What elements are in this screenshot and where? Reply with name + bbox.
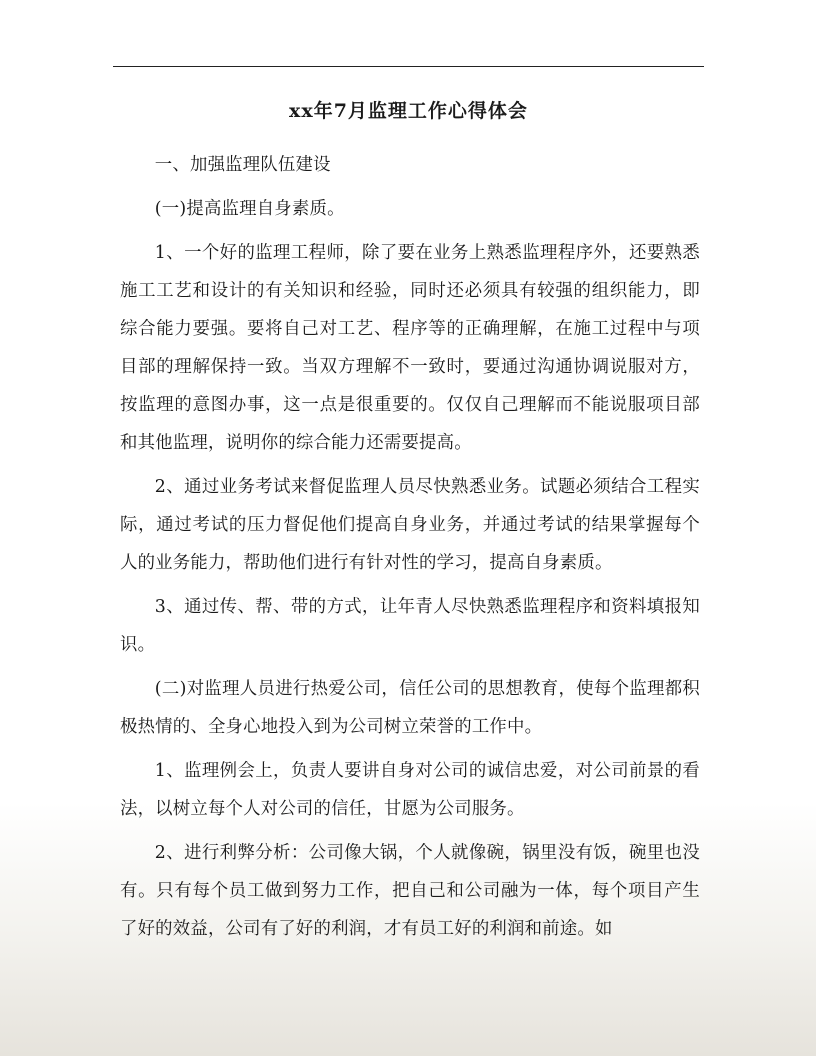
document-title: xx年7月监理工作心得体会 bbox=[289, 100, 528, 122]
header-rule bbox=[113, 66, 704, 67]
paragraph: 1、一个好的监理工程师，除了要在业务上熟悉监理程序外，还要熟悉施工工艺和设计的有关知识和经验，同时还必须具有较强的组织能力，即综合能力要强。要将自己对工艺、程序等的正确理解，在施工过程中与项目部的理解保持一致。当双方理解不一致时，要通过沟通协调说服对方，按监理的意图办事，这一点是很重要的。仅仅自己理解而不能说服项目部和其他监理，说明你的综合能力还需要提高。 bbox=[120, 243, 700, 453]
paragraph: 2、进行利弊分析：公司像大锅，个人就像碗，锅里没有饭，碗里也没有。只有每个员工做到努力工作，把自己和公司融为一体，每个项目产生了好的效益，公司有了好的利润，才有员工好的利润和前途。如 bbox=[120, 843, 700, 939]
paragraph: 2、通过业务考试来督促监理人员尽快熟悉业务。试题必须结合工程实际，通过考试的压力督促他们提高自身业务，并通过考试的结果掌握每个人的业务能力，帮助他们进行有针对性的学习，提高自身素质。 bbox=[120, 477, 700, 573]
paragraph: 3、通过传、帮、带的方式，让年青人尽快熟悉监理程序和资料填报知识。 bbox=[120, 597, 700, 655]
paragraph: 1、监理例会上，负责人要讲自身对公司的诚信忠爱，对公司前景的看法，以树立每个人对公司的信任，甘愿为公司服务。 bbox=[120, 761, 700, 819]
section-heading: 一、加强监理队伍建设 bbox=[154, 155, 331, 175]
subsection-heading: (一)提高监理自身素质。 bbox=[154, 199, 345, 219]
document-body bbox=[120, 146, 700, 954]
subsection-heading: (二)对监理人员进行热爱公司，信任公司的思想教育，使每个监理都积极热情的、全身心地投入到为公司树立荣誉的工作中。 bbox=[120, 679, 700, 737]
